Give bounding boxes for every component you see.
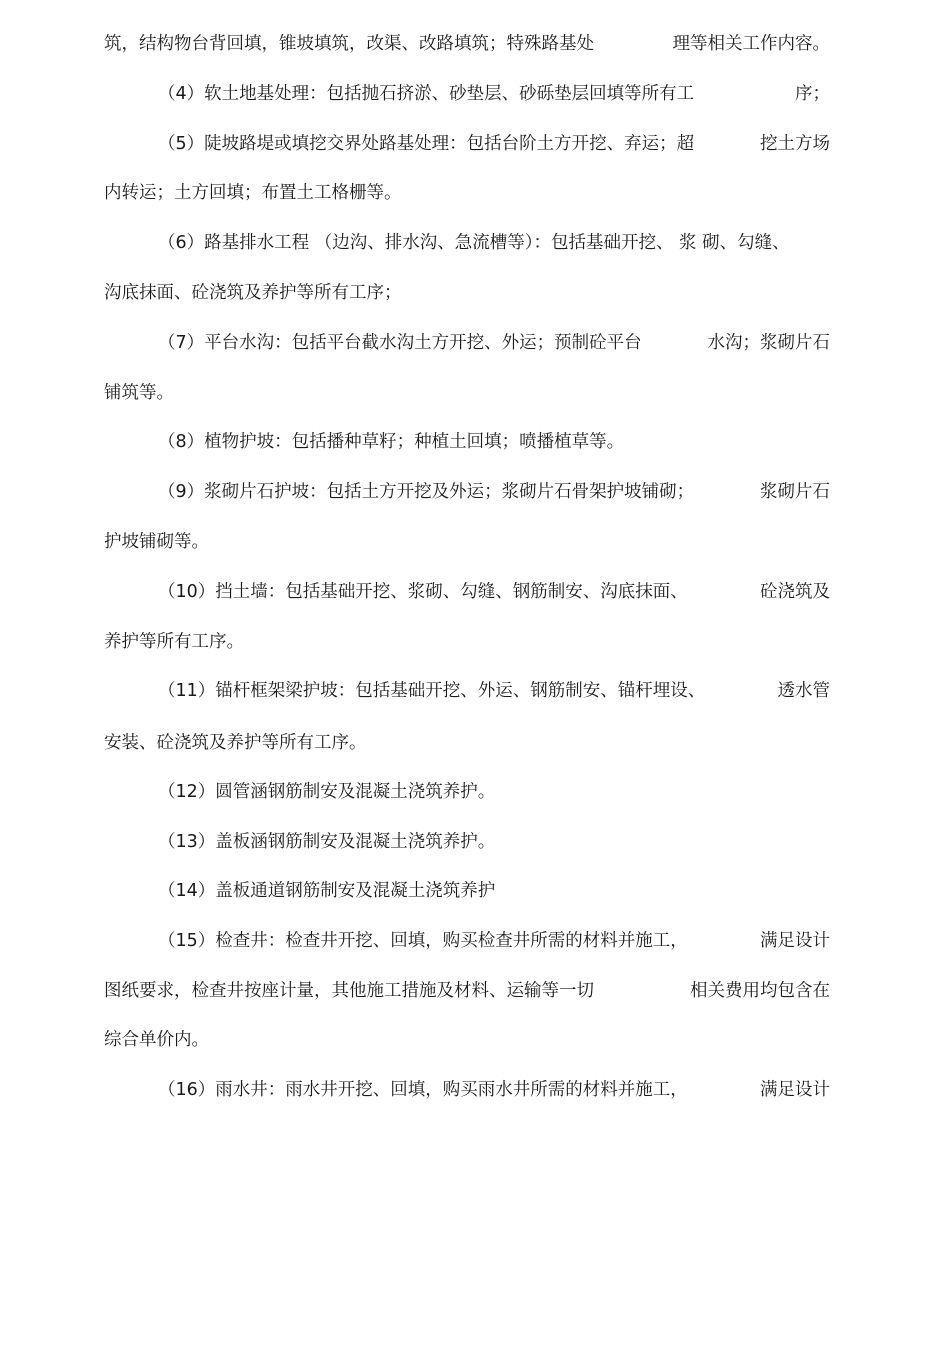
text-line: [158, 580, 830, 604]
text-line: [104, 381, 830, 405]
text-segment: 护坡铺砌等。: [104, 532, 209, 552]
text-segment: 砼浇筑及: [760, 582, 830, 602]
text-line: [104, 530, 830, 554]
text-line: [158, 430, 830, 454]
text-line: [104, 979, 830, 1003]
text-line: [158, 82, 830, 106]
text-segment: 理等相关工作内容。: [672, 34, 830, 54]
text-segment: （8）植物护坡：包括播种草籽；种植土回填；喷播植草等。: [158, 432, 625, 452]
text-segment: 透水管: [777, 681, 830, 701]
text-line: [158, 830, 830, 854]
text-line: [158, 231, 830, 255]
text-segment: 挖土方场: [760, 134, 830, 154]
text-line: [104, 630, 830, 654]
text-line: [158, 780, 830, 804]
text-line: [104, 1028, 830, 1052]
text-segment: 沟底抹面、砼浇筑及养护等所有工序；: [104, 283, 402, 303]
text-segment: 满足设计: [760, 1080, 830, 1100]
text-segment: 序；: [795, 84, 830, 104]
text-segment: 浆砌片石: [760, 482, 830, 502]
text-segment: （9）浆砌片石护坡：包括土方开挖及外运；浆砌片石骨架护坡铺砌；: [158, 482, 695, 502]
text-line: [104, 32, 830, 56]
text-segment: （6）路基排水工程 （边沟、排水沟、急流槽等）：包括基础开挖、 浆 砌、勾缝、: [158, 233, 790, 253]
text-segment: 铺筑等。: [104, 383, 174, 403]
text-segment: 相关费用均包含在: [690, 981, 830, 1001]
text-line: [104, 181, 830, 205]
text-segment: （16）雨水井：雨水井开挖、回填，购买雨水井所需的材料并施工，: [158, 1080, 688, 1100]
text-line: [158, 132, 830, 156]
text-segment: 图纸要求，检查井按座计量，其他施工措施及材料、运输等一切: [104, 981, 594, 1001]
text-line: [158, 929, 830, 953]
text-line: [158, 480, 830, 504]
text-segment: 养护等所有工序。: [104, 632, 244, 652]
text-segment: （11）锚杆框架梁护坡：包括基础开挖、外运、钢筋制安、锚杆埋设、: [158, 681, 706, 701]
text-line: [104, 281, 830, 305]
text-segment: 内转运；土方回填；布置土工格栅等。: [104, 183, 402, 203]
text-segment: （13）盖板涵钢筋制安及混凝土浇筑养护。: [158, 832, 496, 852]
text-segment: （4）软土地基处理：包括抛石挤淤、砂垫层、砂砾垫层回填等所有工: [158, 84, 695, 104]
text-line: [104, 731, 830, 755]
text-line: [158, 331, 830, 355]
text-line: [158, 1078, 830, 1102]
text-segment: （10）挡土墙：包括基础开挖、浆砌、勾缝、钢筋制安、沟底抹面、: [158, 582, 688, 602]
text-segment: 筑，结构物台背回填，锥坡填筑，改渠、改路填筑；特殊路基处: [104, 34, 594, 54]
text-line: [158, 679, 830, 703]
text-segment: （14）盖板通道钢筋制安及混凝土浇筑养护: [158, 881, 496, 901]
text-segment: （15）检查井：检查井开挖、回填，购买检查井所需的材料并施工，: [158, 931, 688, 951]
text-segment: 综合单价内。: [104, 1030, 209, 1050]
text-segment: 满足设计: [760, 931, 830, 951]
text-segment: （12）圆管涵钢筋制安及混凝土浇筑养护。: [158, 782, 496, 802]
text-segment: 安装、砼浇筑及养护等所有工序。: [104, 733, 367, 753]
text-line: [158, 879, 830, 903]
text-segment: （5）陡坡路堤或填挖交界处路基处理：包括台阶土方开挖、弃运；超: [158, 134, 695, 154]
text-segment: 水沟；浆砌片石: [707, 333, 830, 353]
text-segment: （7）平台水沟：包括平台截水沟土方开挖、外运；预制砼平台: [158, 333, 642, 353]
